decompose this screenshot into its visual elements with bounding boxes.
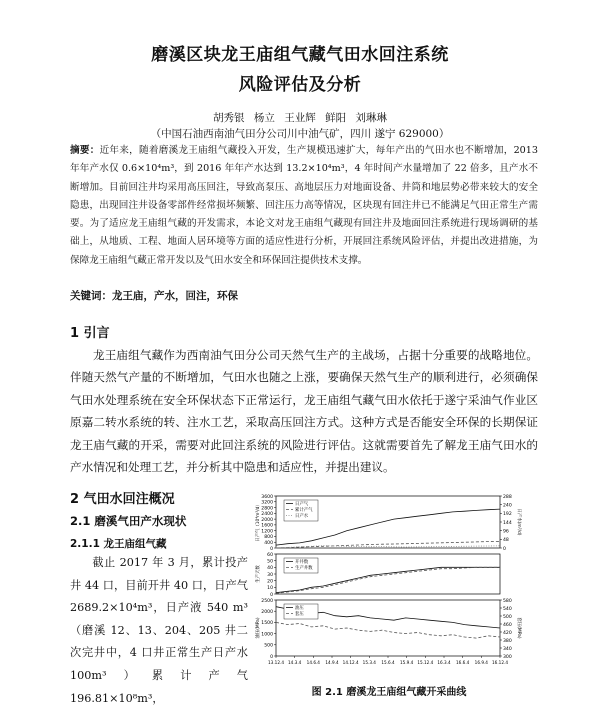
production-curve-figure	[254, 492, 522, 672]
x-tick-label: 16.6.4	[456, 660, 470, 665]
y-tick-label-middle: 40	[267, 566, 273, 572]
y-tick-label-bottom: 2500	[261, 598, 273, 604]
legend-label: 累计产气	[295, 508, 313, 513]
body-text: 截止 2017 年 3 月，累计投产井 44 口，目前开井 40 口，日产气 2689.2×10⁴m³，日产液 540 m³（磨溪 12、13、204、205 井二次完井中，4 口井正常生产日产水 100m³）累计产气 196.81×10⁸m³，	[70, 556, 248, 705]
intro-paragraph: 龙王庙组气藏作为西南油气田分公司天然气生产的主战场，占据十分重要的战略地位。伴随天然气产量的不断增加，气田水也随之上涨，要确保天然气生产的顺利进行，必须确保气田水处理系统在安全环保状态下正常运行，龙王庙组气藏气田水依托于遂宁采油气作业区原嘉二转水系统的转、注水工艺，采取高压回注方式。这种方式是否能安全环保的长期保证龙王庙气藏的开采，需要对此回注系统的风险进行评估。这就需要首先了解龙王庙气田水的产水情况和处理工艺，并分析其中隐患和适应性，并提出建议。	[70, 348, 538, 475]
y-tick-label-middle: 60	[267, 552, 273, 558]
y2-tick-label-bottom: 500	[503, 614, 512, 620]
abstract	[70, 142, 538, 270]
y-tick-label-top: 1200	[261, 529, 273, 535]
legend-label: 日产气	[295, 502, 309, 507]
x-tick-label: 13.12.4	[268, 660, 284, 665]
y-tick-label-bottom: 0	[270, 654, 273, 660]
y2-tick-label-bottom: 340	[503, 646, 512, 652]
figure-caption: 图 2.1 磨溪龙王庙组气藏开采曲线	[311, 687, 467, 698]
y2-tick-label-top: 48	[503, 538, 509, 544]
x-tick-label: 15.9.4	[400, 660, 414, 665]
x-tick-label: 14.12.4	[342, 660, 359, 665]
y-tick-label-middle: 50	[267, 559, 273, 565]
y2-axis-label-top: 日产水(m³/d)	[516, 508, 521, 536]
x-tick-label: 16.12.4	[492, 660, 508, 665]
x-tick-label: 14.9.4	[325, 660, 339, 665]
legend-label: 套压	[295, 612, 304, 617]
keywords	[70, 288, 538, 303]
y-axis-label-bottom: 油压(MPa)	[256, 617, 261, 639]
keywords-text: 龙王庙，产水，回注，环保	[112, 290, 238, 302]
y-tick-label-top: 3600	[261, 494, 273, 500]
y-tick-label-top: 1600	[261, 523, 273, 529]
paper-title-line1: 磨溪区块龙王庙组气藏气田水回注系统	[151, 45, 449, 65]
y-tick-label-top: 2400	[261, 512, 273, 518]
y-tick-label-bottom: 2000	[261, 610, 273, 615]
legend-label: 油压	[295, 606, 304, 611]
y-tick-label-middle: 20	[267, 579, 273, 585]
y-axis-label-top: 日产气（10⁴m³/d）	[256, 502, 261, 542]
series-line-累计产气	[276, 541, 500, 548]
y2-tick-label-top: 288	[503, 494, 512, 500]
y-tick-label-top: 2000	[261, 517, 273, 523]
abstract-label: 摘要：	[70, 145, 100, 156]
y-tick-label-middle: 0	[270, 592, 273, 598]
y-tick-label-top: 3200	[261, 500, 273, 506]
y-tick-label-top: 800	[264, 535, 273, 541]
y2-tick-label-top: 240	[503, 503, 512, 509]
y-tick-label-bottom: 1500	[261, 621, 273, 627]
author-list: 胡秀银 杨立 王业辉 鲜阳 刘琳琳	[213, 112, 387, 124]
subsection-heading-2-1: 2.1 磨溪气田产水现状	[70, 514, 187, 528]
x-tick-label: 15.3.4	[362, 660, 376, 665]
y2-tick-label-bottom: 300	[503, 654, 512, 660]
x-tick-label: 14.3.4	[288, 660, 302, 665]
affiliation: （中国石油西南油气田分公司川中油气矿，四川 遂宁 629000）	[150, 128, 450, 140]
y2-tick-label-top: 0	[503, 546, 506, 552]
x-tick-label: 16.9.4	[474, 660, 488, 665]
y-tick-label-top: 2800	[261, 506, 273, 512]
x-tick-label: 16.3.4	[437, 660, 451, 665]
y-axis-label-middle: 生产天数	[256, 565, 261, 583]
y2-tick-label-bottom: 580	[503, 598, 512, 604]
section-heading-1: 1 引言	[70, 326, 110, 341]
series-line-日产水	[276, 546, 500, 548]
x-tick-label: 14.6.4	[306, 660, 320, 665]
y2-tick-label-bottom: 460	[503, 622, 512, 628]
y2-tick-label-top: 144	[503, 520, 512, 526]
y-tick-label-middle: 10	[267, 586, 273, 592]
x-tick-label: 15.12.4	[417, 660, 434, 665]
legend-label: 开井数	[295, 560, 309, 565]
body-paragraph	[70, 552, 248, 710]
paper-title-line2: 风险评估及分析	[238, 75, 362, 95]
abstract-text: 近年来，随着磨溪龙王庙组气藏投入开发，生产规模迅速扩大，每年产出的气田水也不断增加，2013 年年产水仅 0.6×10⁴m³，到 2016 年年产水达到 13.2×10⁴m³，4 年时间产水量增加了 22 倍多，且产水不断增加。目前回注井均采用高压回注，导致高泵压、高地层压力对地面设备、井筒和地层势必带来较大的安全隐患，出现回注井设备零部件经常损坏频繁、回注压力高等情况，区块现有回注井已不能满足气田正常生产需要。为了适应龙王庙组气藏的开发需求，本论文对龙王庙组气藏现有回注井及地面回注系统进行现场调研的基础上，从地质、工程、地面人居环境等方面的适应性进行分析，开展回注系统风险评估，并提出改进措施，为保障龙王庙组气藏正常开发以及气田水安全和环保回注提供技术支撑。	[70, 145, 538, 266]
y2-tick-label-top: 96	[503, 529, 509, 535]
y2-tick-label-bottom: 420	[503, 630, 512, 636]
y-tick-label-top: 400	[264, 541, 273, 547]
y2-tick-label-bottom: 380	[503, 638, 512, 644]
y2-tick-label-bottom: 540	[503, 606, 512, 612]
keywords-label: 关键词：	[70, 290, 112, 302]
y-tick-label-middle: 30	[267, 572, 273, 578]
legend-label: 生产井数	[295, 566, 313, 571]
subsubsection-heading-2-1-1: 2.1.1 龙王庙组气藏	[70, 538, 167, 550]
y-tick-label-bottom: 500	[264, 643, 273, 649]
x-tick-label: 15.6.4	[381, 660, 395, 665]
y2-axis-label-bottom: 套压(MPa)	[516, 617, 521, 639]
y2-tick-label-top: 192	[503, 512, 512, 518]
y-tick-label-bottom: 1000	[261, 632, 273, 638]
section-heading-2: 2 气田水回注概况	[70, 492, 175, 507]
y-tick-label-top: 0	[270, 546, 273, 552]
legend-label: 日产水	[295, 514, 309, 519]
